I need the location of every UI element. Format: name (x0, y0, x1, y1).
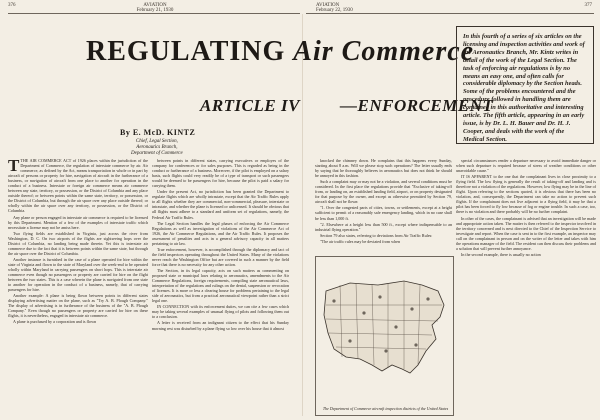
paragraph: The Section, in its legal capacity, acts on such matters as commenting on proposed state or municipal laws relating to aeronautics, amendments to the Air Commerce Regulations, foreign requirements, compiling state aeronautical laws, interpretation of the regulations and rulings on the denial, suspension or revocation of licenses. It is more or less a clearing house for problems pertaining to the legal side of aeronautics, but from a practical aeronautical viewpoint rather than a strict legal one. (152, 267, 289, 304)
paragraph: Another instance is furnished in the case of a plane operated for hire within the state of Virginia and flown to the state of Maryland over the week-end to be operated wholly within Maryland in carrying passengers on short hops. This is interstate air commerce even though no passengers or property are carried for hire on the flight between the two states. This is a case wherein the plane is navigated from one state to another for operation in the conduct of a business, namely, that of carrying passengers for hire. (8, 256, 148, 293)
map-caption: The Department of Commerce aircraft inspection districts of the United States (322, 406, 449, 412)
drop-cap: T (8, 158, 20, 175)
right-running-header (316, 3, 353, 13)
title-commerce: Commerce (341, 36, 475, 67)
paragraph: Two flying fields are established in Virginia, just across the river from Washington, D. C. On two airports of the flights are sightseeing hops over the District of Columbia, no landing being made therein. Yet this is interstate air commerce due to the fact that it is between points within the same state, but through the air space over the District of Columbia. (8, 230, 148, 256)
left-issue-date: February 21, 1930 (136, 8, 174, 13)
byline-role-line: Chief, Legal Section, (135, 139, 178, 144)
intro-box (456, 26, 594, 144)
article-topic: —ENFORCEMENT (340, 96, 494, 115)
right-issue-date: February 22, 1930 (316, 8, 353, 13)
left-running-header (135, 3, 175, 13)
right-header-rule (306, 13, 594, 14)
title-air: Air (293, 36, 334, 67)
paragraph: A plane is purchased by a corporation and is flown (13, 319, 97, 325)
paragraph: Any plane or person engaged in interstate air commerce is required to be licensed by this Department. Mention of a few of the examples of interstate traffic which necessitate a license may not be amiss here. (8, 214, 148, 230)
paragraph: "1. Over the congested parts of cities, towns, or settlements, except at a height sufficient to permit of a reasonably safe emergency landing, which in no case shall be less than 1,000 ft. (315, 205, 452, 221)
left-page-number: 376 (8, 3, 16, 8)
paragraph (8, 158, 148, 214)
paragraph: Section 79 also states, referring to deviations from Air Traffic Rules: (320, 232, 433, 238)
paragraph: Under the present Act, no jurisdiction has been granted the Department to regulate flights which are wholly intrastate, except that the Air Traffic Rules apply to all flights whether they are commercial, non-commercial, pleasure, interstate or intrastate, and whether the plane is licensed or unlicensed. It should be obvious that all flights must adhere to a standard and uniform set of regulations, namely, the Federal Air Traffic Rules. (152, 189, 289, 220)
paragraph: "2. Elsewhere at a height less than 500 ft., except where indispensable to an industrial flying operation." (315, 221, 452, 232)
text-column-4 (456, 158, 596, 406)
text-column-2 (152, 158, 289, 413)
paragraph: A letter is received from an indignant citizen to the effect that his Sunday morning rest was disturbed by a plane flying so low over his house that it almost (152, 320, 289, 331)
article-title (86, 36, 474, 68)
paragraph: between points in different states, carrying executives or employes of the company for conferences or for sales purposes. This is regarded as being in the conduct or furtherance of a business. Moreover, if the pilot is employed on a salary basis, such flights could very readily be of a type of transport or such passengers would be deemed to be passengers for hire, because the pilot is paid a salary for carrying them. (152, 158, 289, 189)
paragraph: The Legal Section handles the legal phases of enforcing the Air Commerce Regulations as well as investigation of violations of the Air Commerce Act of 1926, the Air Commerce Regulations, and the Air Traffic Rules. It proposes the assessment of penalties and acts in a general advisory capacity in all matters pertaining to air law. (152, 220, 289, 246)
left-header-rule (8, 13, 300, 14)
byline-role (131, 139, 183, 157)
title-regulating: REGULATING (86, 36, 286, 67)
inspection-districts-map (315, 256, 454, 416)
page-gutter (302, 14, 303, 416)
paragraph-text: THE AIR COMMERCE ACT of 1926 places within the jurisdiction of the Department of Commerce, the regulation of interstate commerce by air. Air commerce, as defined by the Act, means transportation in whole or in part by aircraft of persons or property for hire, navigation of aircraft in the furtherance of a business, or navigation of aircraft from one place to another for operation in the conduct of a business. Interstate or foreign air commerce means air commerce between any state, territory, or possession, or the District of Columbia and any place outside thereof; or between points within the same state, territory, or possession, or the District of Columbia, but through the air space over any place outside thereof; or wholly within the air space over any territory, or possession, or the District of Columbia. (8, 158, 148, 214)
paragraph: Another example: A plane is being flown between points in different states displaying advertising matter on the plane, such as "Try A. B. Plough Company." The display of advertising is in furtherance of the business of the "A. B. Plough Company." Even though no passengers or property are carried for hire on these flights, it is nevertheless, engaged in interstate air commerce. (8, 293, 148, 319)
paragraph: IN CONNECTION with its enforcement duties, we can cite a few cases which may be taking several examples of unusual flying of pilots and following them out to a conclusion. (152, 304, 289, 320)
paragraph: In other of the cases, the complainant is advised that an investigation will be made and appropriate action taken. The matter is then referred to the inspector involved in the territory concerned and is next directed to the Chief of the Inspection Service to investigate and report. When the case is sent in to the first example, an inspector may call on the complainant in person and on the writer of the letter and takes with him the operations manager of the field. The resident can then discuss their problems and a solution that will prevent further annoyance. (456, 215, 596, 251)
us-outline (324, 281, 444, 373)
paragraph: "The air traffic rules may be deviated from when (320, 238, 401, 244)
right-page-number: 377 (584, 3, 592, 8)
paragraph: True enforcement, however, is accomplished through the diplomacy and tact of the field inspectors operating throughout the United States. Many of the violations never reach the Washington Office but are covered in such a manner by the field force that there is no necessity for any other action. (152, 246, 289, 267)
paragraph: In the second example, there is usually no action (461, 251, 541, 257)
paragraph: IT IS APPARENT to the one that the complainant lives in close proximity to a flying field. The low flying is generally the result of taking-off and landing and is therefore not a violation of the regulations. However, low flying may be in the line of flight. Upon referring to the sections quoted, it is obvious that there has been no violation, and, consequently, the Department can take no action to prevent such flights. If the complainant does not live adjacent to a flying field, it may be that a pilot has been forced to fly low because of fog or engine trouble. In such a case, too, there is no violation and there probably will be no further complaint. (456, 174, 596, 215)
us-map-illustration (320, 261, 451, 393)
paragraph: special circumstances render a departure necessary to avoid immediate danger or when such departure is required because of stress of weather conditions or other unavoidable cause." (456, 158, 596, 174)
left-magazine-name: AVIATION (143, 3, 167, 8)
byline-author: By E. McD. KINTZ (120, 128, 196, 137)
byline-role-line: Aeronautics Branch, (136, 145, 178, 150)
intro-text: In this fourth of a series of six articles on the licensing and inspection activities and work of the Aeronautics Branch, Mr. Kintz writes in detail of the work of the Legal Section. The task of enforcing air regulations is by no means an easy one, and often calls for considerable diplomacy by the Section heads. Some of the problems encountered and the procedure followed in handling them are contained in this authoritative and interesting article. The fifth article, appearing in an early issue, is by Dr. L. H. Bauer and Dr. H. J. Cooper, and deals with the work of the Medical Section. (463, 33, 585, 143)
text-column-1 (8, 158, 148, 413)
paragraph: knocked the chimney down. He complains that this happens every Sunday, starting about 8 a.m. Will we please stop such operations? The letter usually ends by saying that he thoroughly believes in aeronautics but does not think he should be annoyed in this fashion. (315, 158, 452, 179)
right-magazine-name: AVIATION (316, 3, 340, 8)
byline-role-line: Department of Commerce (131, 151, 183, 156)
paragraph: Such a complaint may or may not be a violation, and several conditions must be considered. In the first place the regulations provide that "Exclusive of taking-off from, or landing on, an established landing field, airport, or on property designated for that purpose by the owner, and except as otherwise permitted by Section 79, aircraft shall not be flown: (315, 179, 452, 205)
article-number: ARTICLE IV (200, 96, 300, 115)
